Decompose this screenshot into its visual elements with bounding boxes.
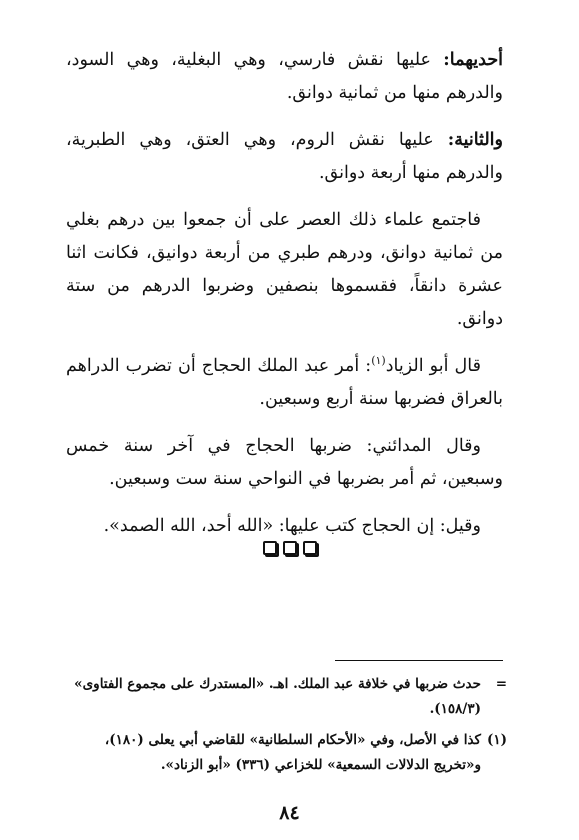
main-text [66,44,503,543]
paragraph-text: عليها نقش الروم، وهي العتق، وهي الطبرية، والدرهم منها أربعة دوانق. [66,130,503,183]
paragraph-abu-al-ziyad [66,350,503,416]
square-ornament-icon [283,541,297,555]
paragraph-lead: والثانية: [447,130,503,150]
footnote-label: (١) [486,732,507,748]
paragraph-text: : أمر عبد الملك الحجاج أن تضرب الدراهم بالعراق فضربها سنة أربع وسبعين. [66,356,503,409]
footnote-text: كذا في الأصل، وفي «الأحكام السلطانية» للقاضي أبي يعلى (١٨٠)، و«تخريج الدلالات السمعية» للخزاعي (٣٣٦) «أبو الزناد». [104,732,481,773]
footnote-reference-mark[interactable]: (١) [371,354,386,368]
paragraph-text: قال أبو الزياد [385,356,481,376]
footnote-separator [335,660,503,661]
paragraph-second [66,124,503,190]
paragraph-scholars: فاجتمع علماء ذلك العصر على أن جمعوا بين درهم بغلي من ثمانية دوانق، ودرهم طبري من أربعة دوانيق، فكانت اثنا عشرة دانقاً، فقسموها بنصفين وضربوا الدرهم من ستة دوانق. [66,210,503,329]
paragraph-text: عليها نقش فارسي، وهي البغلية، وهي السود، والدرهم منها من ثمانية دوانق. [66,50,503,103]
paragraph-lead: أحديهما: [443,50,503,70]
footnote-text: حدث ضربها في خلافة عبد الملك. اهـ. «المستدرك على مجموع الفتاوى» (١٥٨/٣). [74,676,481,717]
footnote-label: = [495,676,507,692]
section-ornament [0,541,579,555]
page-number: ٨٤ [279,802,300,824]
square-ornament-icon [263,541,277,555]
footnote-1 [66,728,507,778]
paragraph-first [66,44,503,110]
footnote-continued [66,672,507,722]
paragraph-inscription: وقيل: إن الحجاج كتب عليها: «الله أحد، الله الصمد». [103,516,481,536]
paragraph-madaini: وقال المدائني: ضربها الحجاج في آخر سنة خمس وسبعين، ثم أمر بضربها في النواحي سنة ست وسبعين. [66,436,503,489]
square-ornament-icon [303,541,317,555]
footnotes [66,672,507,778]
